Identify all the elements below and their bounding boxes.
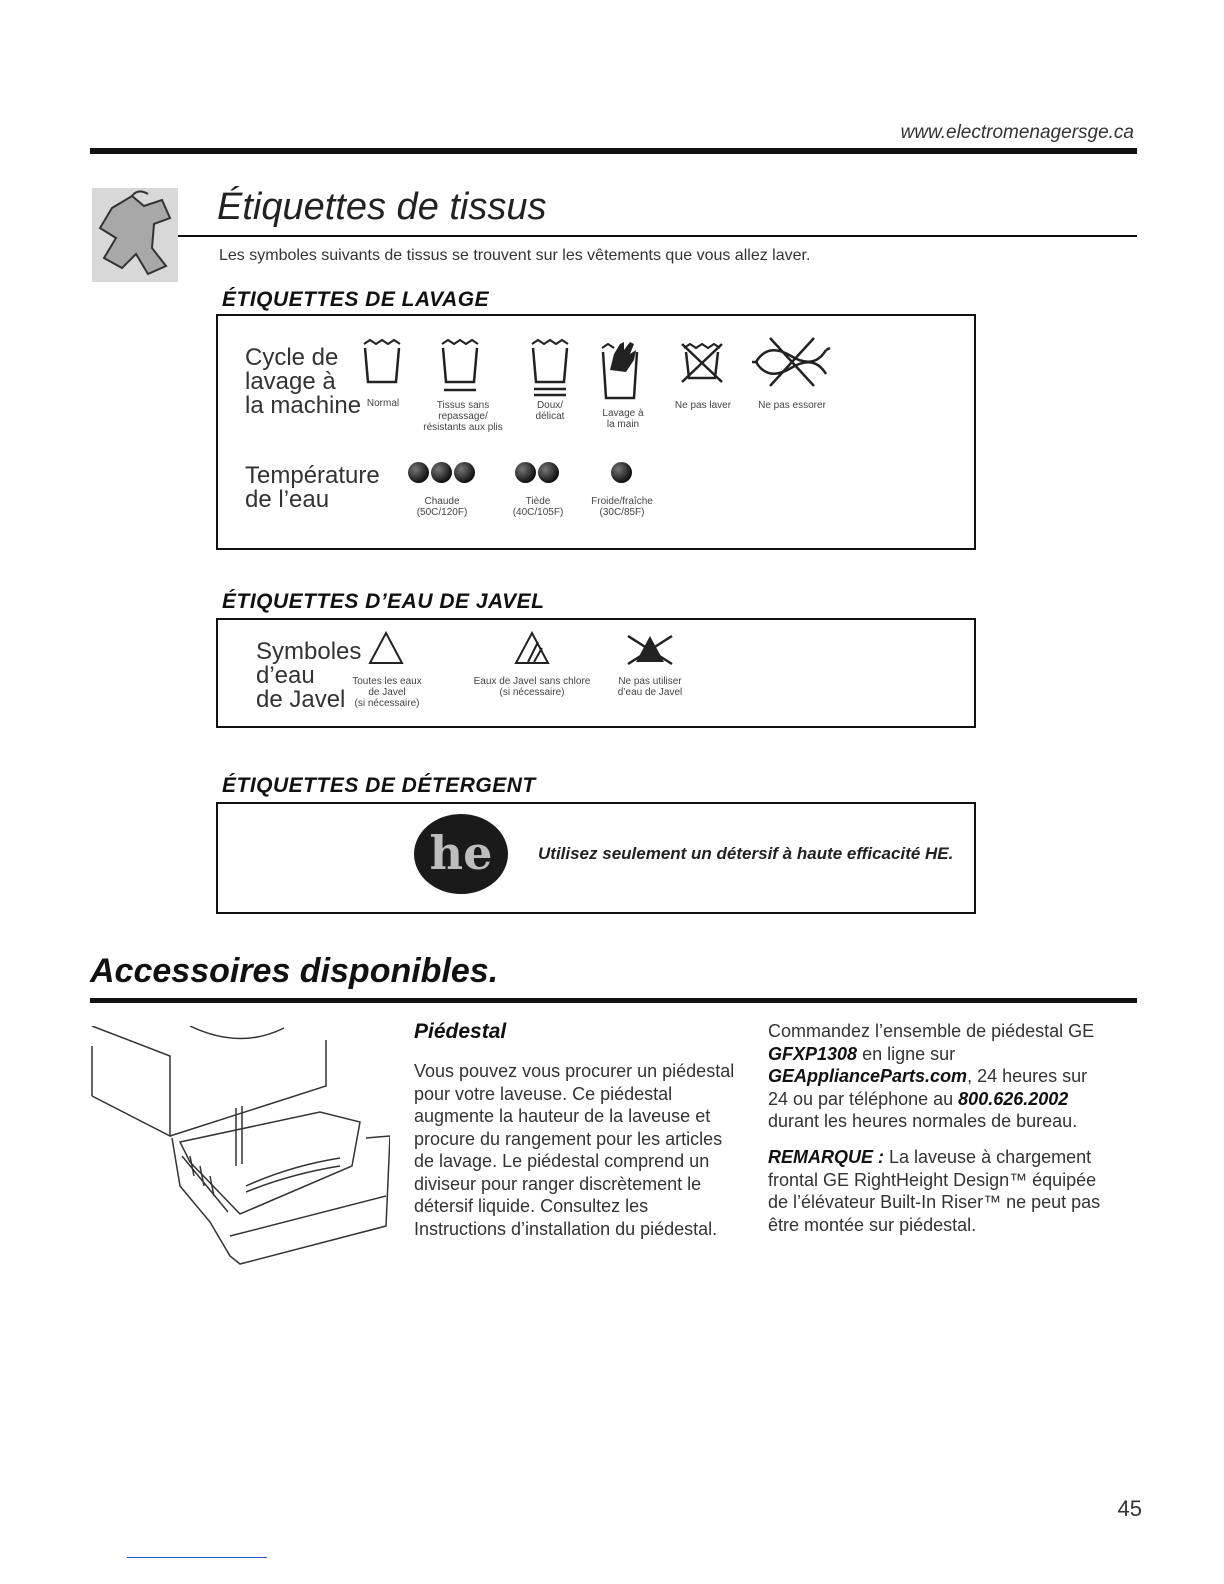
fabric-intro: Les symboles suivants de tissus se trouvent sur les vêtements que vous allez laver. [219,247,811,264]
note-label: REMARQUE : [768,1147,884,1167]
fabric-title: Étiquettes de tissus [217,186,547,228]
accessories-rule [90,998,1137,1003]
temp-dot [408,462,429,483]
temp-hot-dots [408,462,477,488]
accessories-title: Accessoires disponibles. [90,952,499,990]
do-not-wash-icon [678,340,726,384]
temp-warm-caption: Tiède (40C/105F) [512,496,564,518]
header-url[interactable]: www.electromenagersge.ca [900,122,1134,143]
pedestal-drawer-illustration [90,1026,390,1266]
footer-link-underline [127,1557,267,1558]
fabric-rule [178,235,1137,237]
temp-warm-dots [515,462,561,488]
temp-dot [431,462,452,483]
bleach-caption-no-bleach: Ne pas utiliser d’eau de Javel [617,676,683,698]
washtub-permanent-press-icon [440,338,480,396]
order-text-part: durant les heures normales de bureau. [768,1111,1078,1131]
wash-caption-gentle: Doux/ délicat [535,400,565,422]
order-text [768,1020,1108,1133]
note-text [768,1146,1108,1236]
temp-cold-dots [611,462,634,488]
wash-caption-no-wash: Ne pas laver [674,400,732,411]
temp-dot [538,462,559,483]
header-rule [90,148,1137,154]
order-text-part: Commandez l’ensemble de piédestal GE [768,1021,1095,1041]
temp-hot-caption: Chaude (50C/120F) [416,496,468,518]
wash-caption-no-wring: Ne pas essorer [758,400,826,411]
page-number: 45 [1117,1496,1142,1521]
wash-caption-hand: Lavage à la main [602,408,644,430]
detergent-box [216,802,976,914]
washtub-gentle-icon [530,338,570,400]
order-phone[interactable]: 800.626.2002 [958,1088,1069,1109]
wash-box [216,314,976,550]
bleach-caption-any: Toutes les eaux de Javel (si nécessaire) [352,676,422,709]
he-logo-text: he [429,826,493,880]
pedestal-title: Piédestal [414,1020,507,1043]
detergent-text: Utilisez seulement un détersif à haute efficacité HE. [538,844,954,863]
wash-caption-normal: Normal [366,398,400,409]
temp-cold-caption: Froide/fraîche (30C/85F) [591,496,653,518]
temp-dot [611,462,632,483]
wash-cycle-label: Cycle de lavage à la machine [245,344,362,419]
detergent-heading: ÉTIQUETTES DE DÉTERGENT [222,774,536,797]
order-text-part: , 24 heures sur 24 ou par téléphone au [768,1066,1088,1109]
shirt-icon [92,188,178,282]
washtub-normal-icon [362,338,402,386]
bleach-caption-non-chlorine: Eaux de Javel sans chlore (si nécessaire) [473,676,591,698]
hand-wash-icon [600,338,644,400]
wash-heading: ÉTIQUETTES DE LAVAGE [222,288,490,311]
non-chlorine-bleach-icon [514,630,550,666]
note-body: La laveuse à chargement frontal GE RightHeight Design™ équipée de l’élévateur Built-In Riser™ ne peut pas être montée sur piédestal. [768,1147,1101,1235]
bleach-box [216,618,976,728]
order-model: GFXP1308 [768,1043,858,1064]
any-bleach-icon [368,630,404,666]
bleach-label: Symboles d’eau de Javel [256,638,362,713]
he-logo [414,814,508,894]
temp-dot [454,462,475,483]
bleach-heading: ÉTIQUETTES D’EAU DE JAVEL [222,590,545,613]
order-text-part: en ligne sur [857,1043,956,1064]
order-site-link[interactable]: GEApplianceParts.com [768,1066,968,1086]
temp-label: Température de l’eau [245,462,380,513]
pedestal-text: Vous pouvez vous procurer un piédestal pour votre laveuse. Ce piédestal augmente la hauteur de la laveuse et procure du rangement pour les articles de lavage. Le piédestal comprend un diviseur pour ranger discrètement le détersif liquide. Consultez les Instructions d’installation du piédestal. [414,1061,735,1239]
wash-caption-permanent-press: Tissus sans repassage/ résistants aux plis [423,400,503,433]
temp-dot [515,462,536,483]
do-not-bleach-icon [622,632,678,666]
do-not-wring-icon [748,336,834,388]
